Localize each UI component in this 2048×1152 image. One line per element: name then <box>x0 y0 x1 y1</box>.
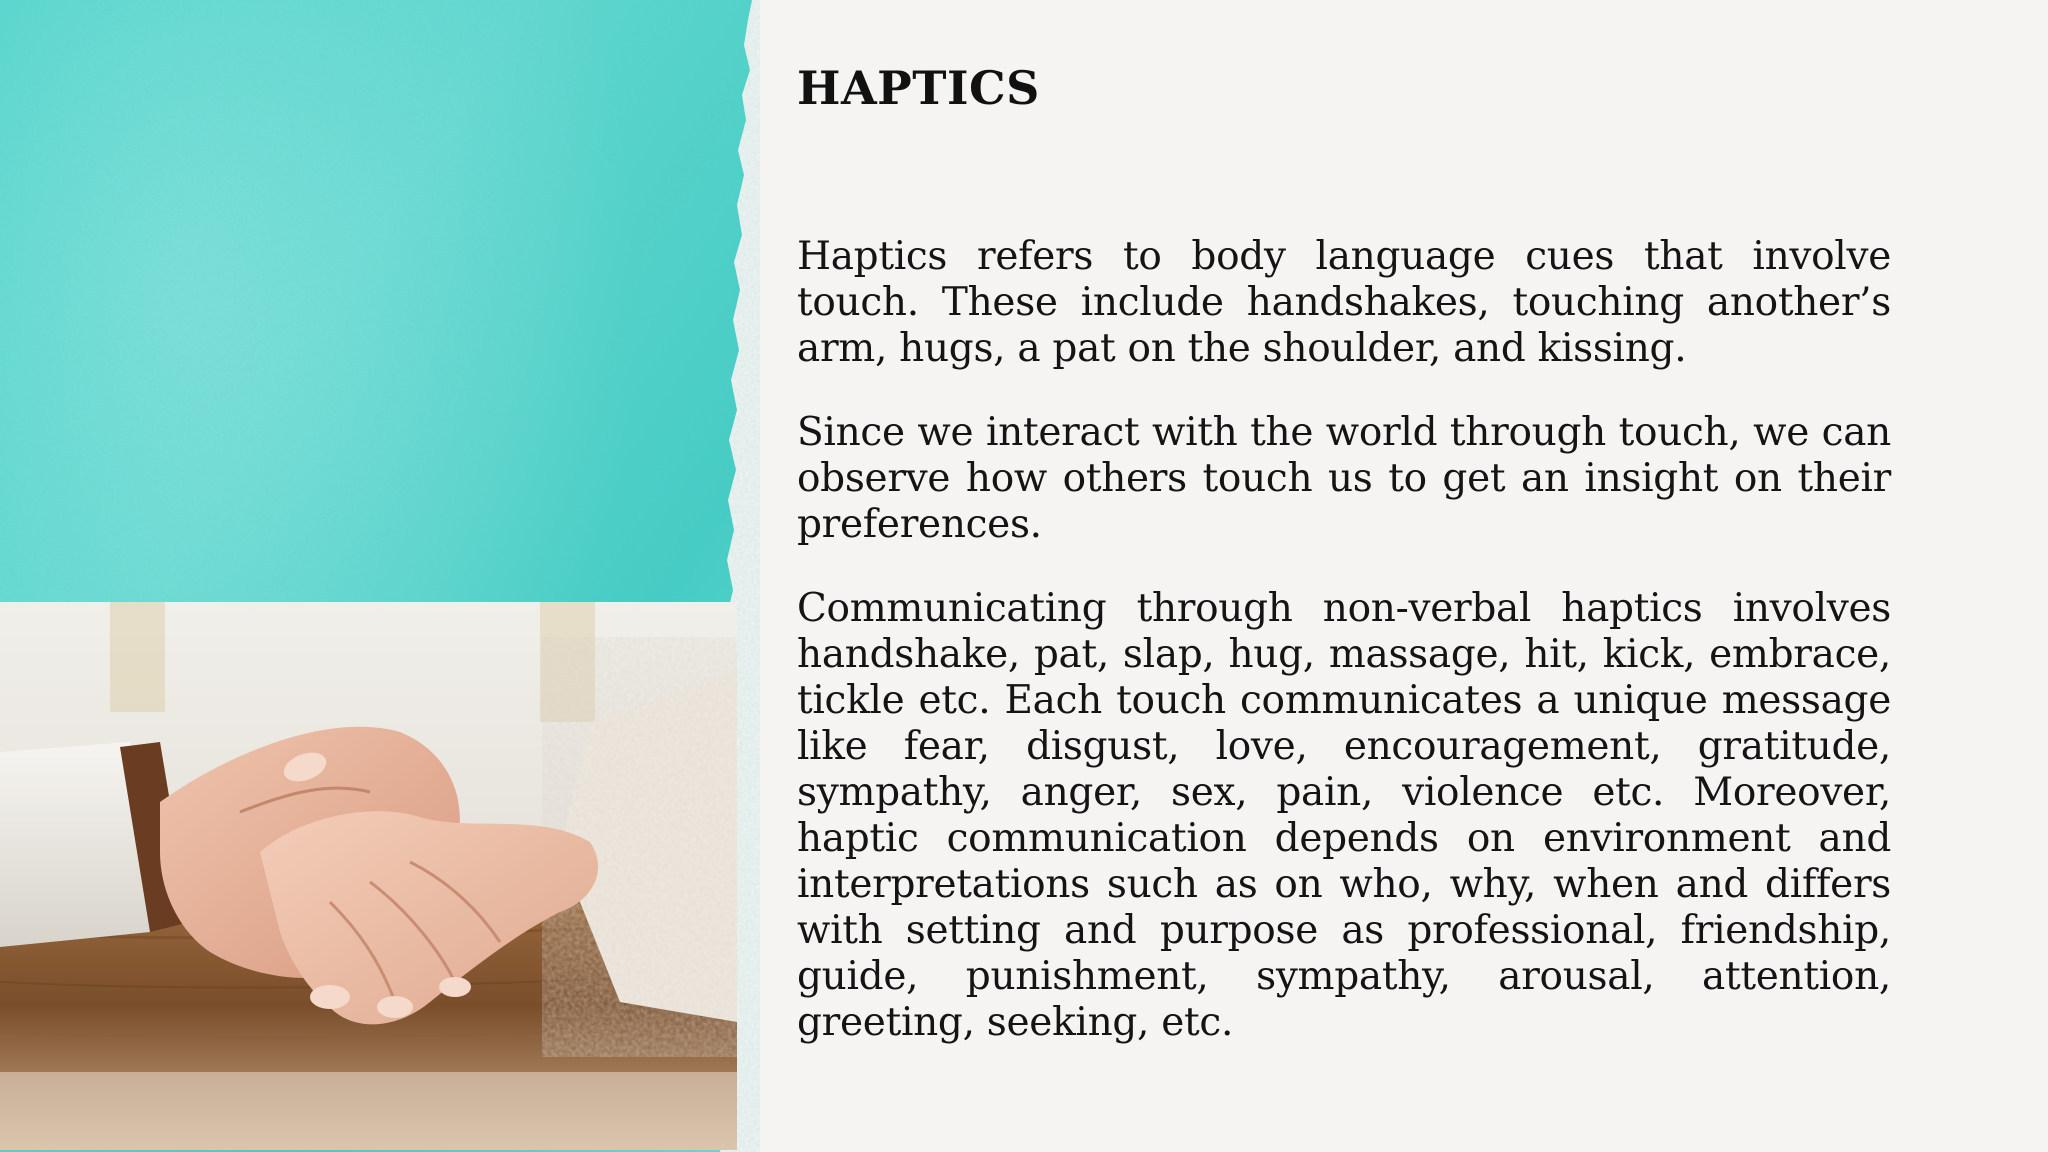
paragraph-observation: Since we interact with the world through touch, we can observe how others touch us to get an insight on their preferences. <box>797 410 1891 547</box>
slide-title: HAPTICS <box>797 61 1040 115</box>
paragraph-definition: Haptics refers to body language cues that involve touch. These include handshakes, touching another’s arm, hugs, a pat on the shoulder, and kissing. <box>797 234 1891 371</box>
slide-body <box>797 234 1891 1084</box>
clasped-hands-photo <box>0 602 737 1150</box>
paragraph-communication: Communicating through non-verbal haptics involves handshake, pat, slap, hug, massage, hit, kick, embrace, tickle etc. Each touch communicates a unique message like fear, disgust, love, encouragement, gratitude, sympathy, anger, sex, pain, violence etc. Moreover, haptic communication depends on environment and interpretations such as on who, why, when and differs with setting and purpose as professional, friendship, guide, punishment, sympathy, arousal, attention, greeting, seeking, etc. <box>797 586 1891 1045</box>
